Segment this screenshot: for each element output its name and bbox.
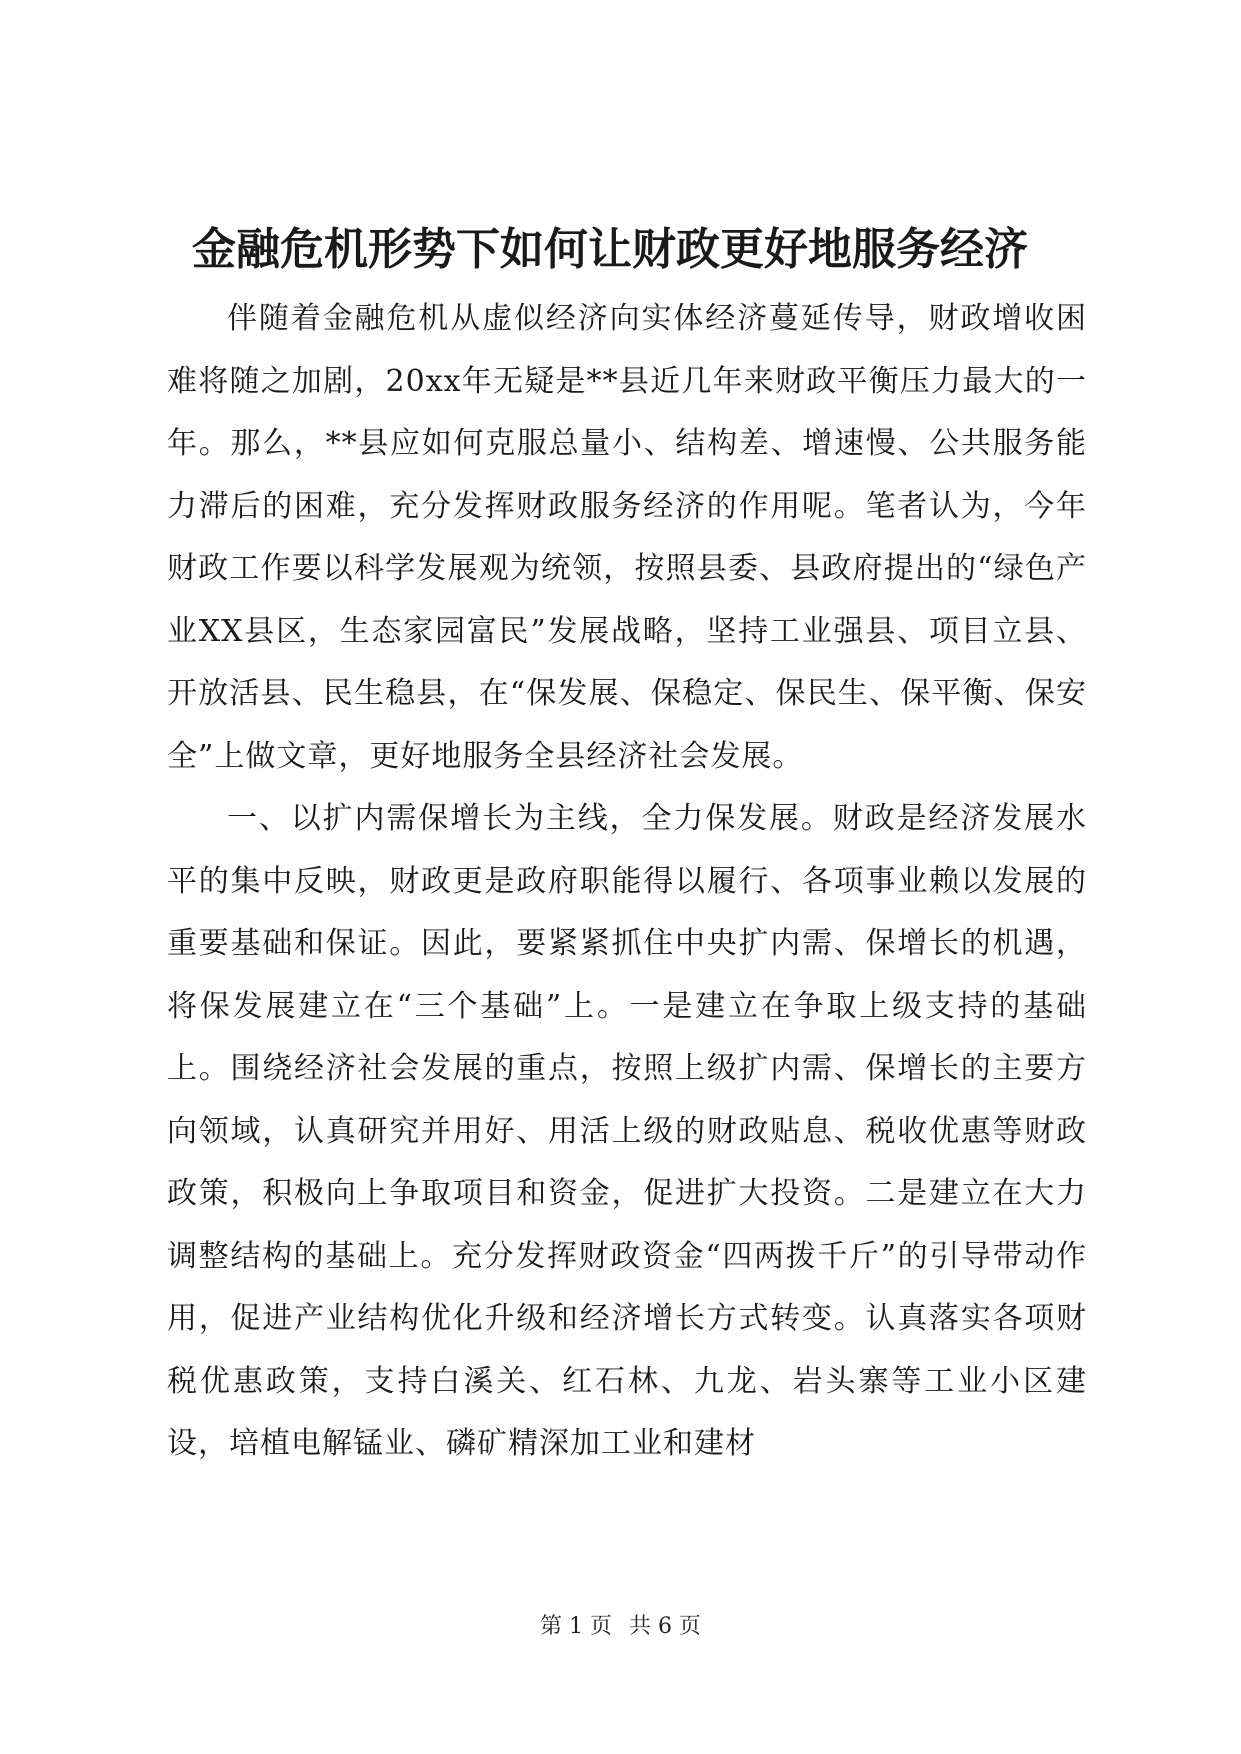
page-footer bbox=[0, 1612, 1241, 1642]
document-title: 金融危机形势下如何让财政更好地服务经济 bbox=[192, 224, 1028, 275]
page-total: 共 6 页 bbox=[629, 1614, 701, 1639]
paragraph-intro: 伴随着金融危机从虚似经济向实体经济蔓延传导，财政增收困难将随之加剧，20xx年无疑是**县近几年来财政平衡压力最大的一年。那么，**县应如何克服总量小、结构差、增速慢、公共服务能力滞后的困难，充分发挥财政服务经济的作用呢。笔者认为，今年财政工作要以科学发展观为统领，按照县委、县政府提出的“绿色产业XX县区，生态家园富民”发展战略，坚持工业强县、项目立县、开放活县、民生稳县，在“保发展、保稳定、保民生、保平衡、保安全”上做文章，更好地服务全县经济社会发展。 bbox=[167, 301, 1087, 774]
page-number: 第 1 页 bbox=[540, 1614, 612, 1639]
document-body bbox=[167, 288, 1087, 1476]
paragraph-section-one: 一、以扩内需保增长为主线，全力保发展。财政是经济发展水平的集中反映，财政更是政府职能得以履行、各项事业赖以发展的重要基础和保证。因此，要紧紧抓住中央扩内需、保增长的机遇，将保发展建立在“三个基础”上。一是建立在争取上级支持的基础上。围绕经济社会发展的重点，按照上级扩内需、保增长的主要方向领域，认真研究并用好、用活上级的财政贴息、税收优惠等财政政策，积极向上争取项目和资金，促进扩大投资。二是建立在大力调整结构的基础上。充分发挥财政资金“四两拨千斤”的引导带动作用，促进产业结构优化升级和经济增长方式转变。认真落实各项财税优惠政策，支持白溪关、红石林、九龙、岩头寨等工业小区建设，培植电解锰业、磷矿精深加工业和建材 bbox=[167, 801, 1087, 1461]
